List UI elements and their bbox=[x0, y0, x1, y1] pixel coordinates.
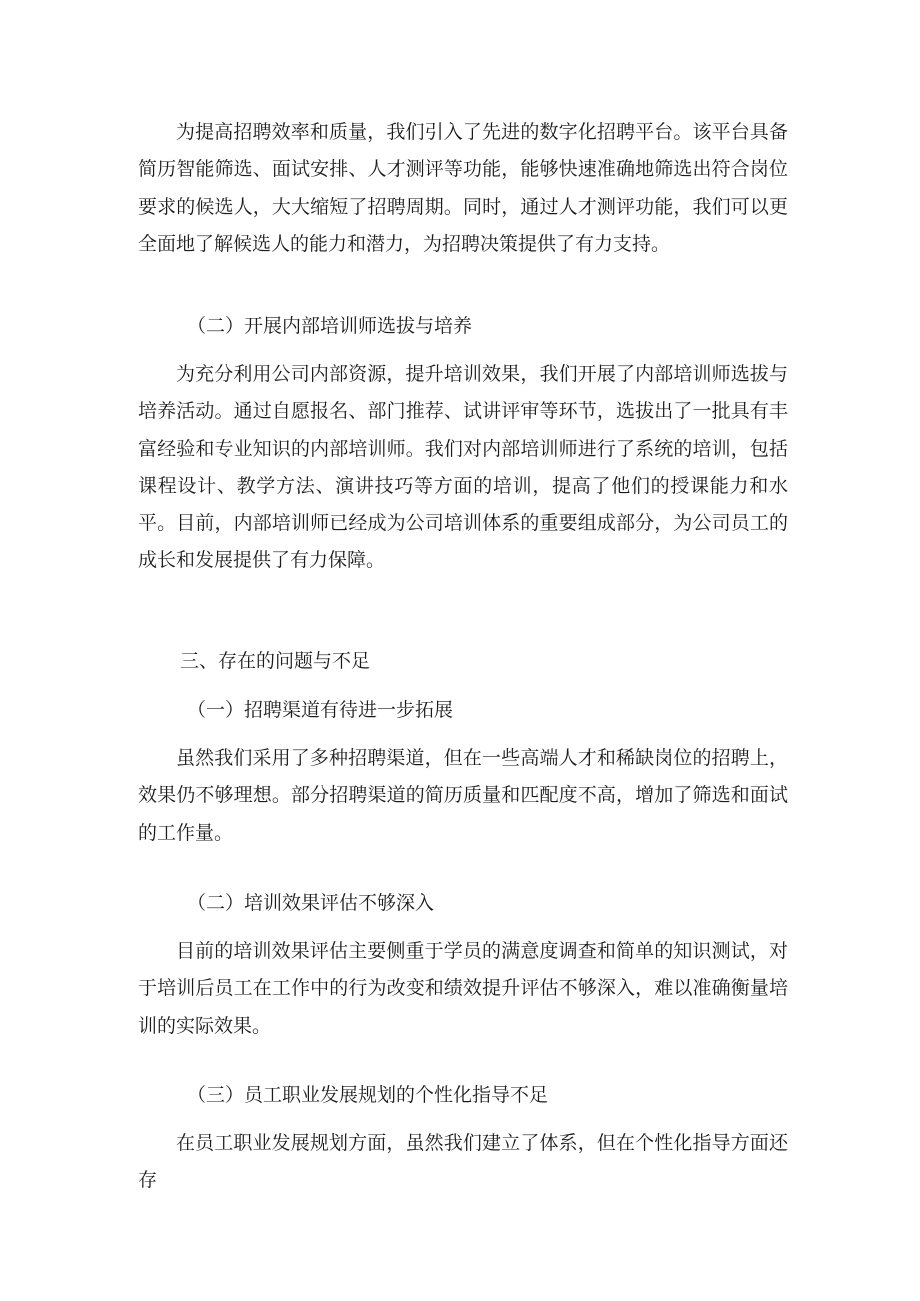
subheading-internal-trainer-selection: （二）开展内部培训师选拔与培养 bbox=[187, 315, 473, 337]
paragraph-career-guidance: 在员工职业发展规划方面，虽然我们建立了体系，但在个性化指导方面还存 bbox=[138, 1132, 788, 1192]
heading-problems-and-shortcomings: 三、存在的问题与不足 bbox=[180, 650, 371, 672]
subheading-training-evaluation: （二）培训效果评估不够深入 bbox=[187, 892, 435, 914]
paragraph-recruitment-channels: 虽然我们采用了多种招聘渠道，但在一些高端人才和稀缺岗位的招聘上，效果仍不够理想。部分招聘渠道的简历质量和匹配度不高，增加了筛选和面试的工作量。 bbox=[138, 747, 788, 844]
paragraph-digital-recruitment-platform: 为提高招聘效率和质量，我们引入了先进的数字化招聘平台。该平台具备简历智能筛选、面试安排、人才测评等功能，能够快速准确地筛选出符合岗位要求的候选人，大大缩短了招聘周期。同时，通过人才测评功能，我们可以更全面地了解候选人的能力和潜力，为招聘决策提供了有力支持。 bbox=[138, 121, 788, 255]
paragraph-training-evaluation: 目前的培训效果评估主要侧重于学员的满意度调查和简单的知识测试，对于培训后员工在工作中的行为改变和绩效提升评估不够深入，难以准确衡量培训的实际效果。 bbox=[138, 940, 788, 1037]
subheading-career-guidance: （三）员工职业发展规划的个性化指导不足 bbox=[187, 1084, 549, 1106]
subheading-recruitment-channels: （一）招聘渠道有待进一步拓展 bbox=[187, 699, 454, 721]
paragraph-internal-trainer-program: 为充分利用公司内部资源，提升培训效果，我们开展了内部培训师选拔与培养活动。通过自愿报名、部门推荐、试讲评审等环节，选拔出了一批具有丰富经验和专业知识的内部培训师。我们对内部培训师进行了系统的培训，包括课程设计、教学方法、演讲技巧等方面的培训，提高了他们的授课能力和水平。目前，内部培训师已经成为公司培训体系的重要组成部分，为公司员工的成长和发展提供了有力保障。 bbox=[138, 363, 788, 572]
